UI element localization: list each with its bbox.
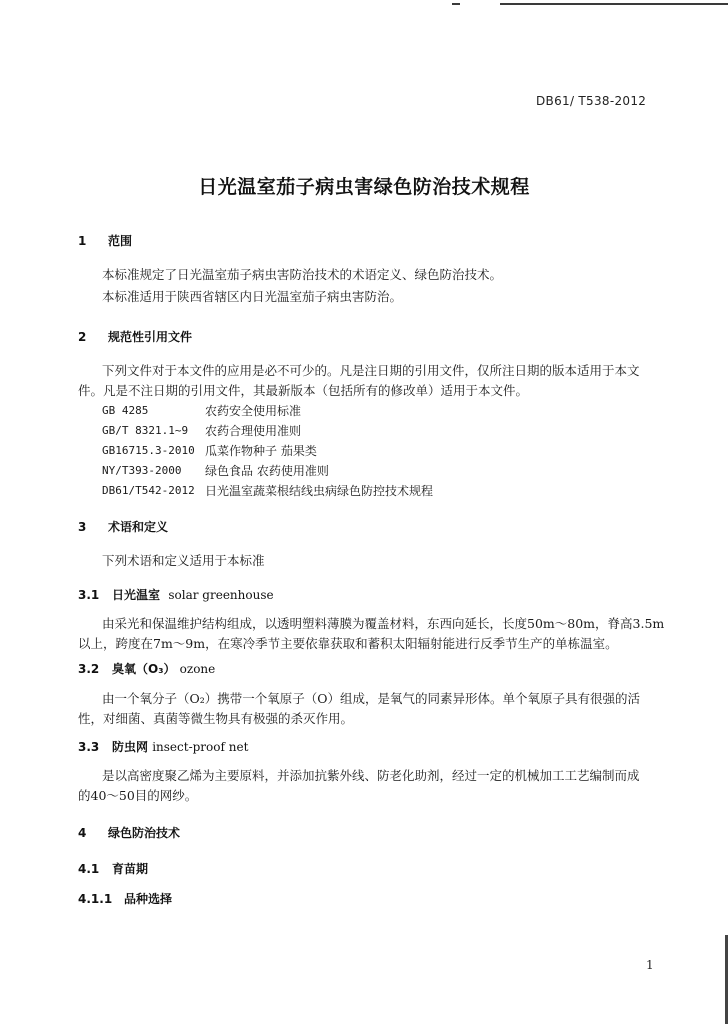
reference-code: GB 4285	[102, 404, 149, 417]
term-3-1-definition-line-1: 由采光和保温维护结构组成，以透明塑料薄膜为覆盖材料，东西向延长，长度50m～80m，脊高3.5m	[102, 616, 665, 631]
section-number: 1	[78, 234, 87, 248]
subsection-4-1-heading	[78, 860, 148, 877]
reference-name: 农药合理使用准则	[205, 424, 302, 438]
section-2-heading	[78, 328, 192, 345]
term-3-2-definition-line-2: 性，对细菌、真菌等微生物具有极强的杀灭作用。	[78, 711, 354, 726]
reference-name: 绿色食品 农药使用准则	[205, 464, 329, 478]
section-title: 术语和定义	[108, 520, 169, 534]
reference-item	[102, 401, 433, 421]
subsection-title: 育苗期	[112, 862, 149, 876]
references-intro-line-1: 下列文件对于本文件的应用是必不可少的。凡是注日期的引用文件，仅所注日期的版本适用于本文	[102, 363, 640, 378]
term-3-3-heading	[78, 738, 248, 755]
subsection-number: 4.1.1	[78, 892, 113, 906]
term-3-1-heading	[78, 586, 274, 603]
section-title: 绿色防治技术	[108, 826, 181, 840]
section-number: 3	[78, 520, 87, 534]
reference-item	[102, 421, 433, 441]
term-number: 3.1	[78, 588, 100, 602]
scope-paragraph-2: 本标准适用于陕西省辖区内日光温室茄子病虫害防治。	[102, 289, 403, 304]
subsection-number: 4.1	[78, 862, 100, 876]
term-number: 3.3	[78, 740, 100, 754]
section-number: 2	[78, 330, 87, 344]
section-3-heading	[78, 518, 168, 535]
reference-name: 农药安全使用标准	[205, 404, 302, 418]
document-title: 日光温室茄子病虫害绿色防治技术规程	[198, 176, 530, 198]
subsection-4-1-1-heading	[78, 890, 172, 907]
term-chinese: 防虫网	[112, 740, 149, 754]
reference-item	[102, 441, 433, 461]
reference-code: GB/T 8321.1~9	[102, 424, 189, 437]
scope-paragraph-1: 本标准规定了日光温室茄子病虫害防治技术的术语定义、绿色防治技术。	[102, 267, 503, 282]
subsection-title: 品种选择	[124, 892, 173, 906]
section-1-heading	[78, 232, 132, 249]
references-intro-line-2: 件。凡是不注日期的引用文件，其最新版本（包括所有的修改单）适用于本文件。	[78, 383, 529, 398]
term-english: ozone	[179, 662, 216, 676]
term-english: insect-proof net	[152, 740, 249, 754]
term-number: 3.2	[78, 662, 100, 676]
section-title: 规范性引用文件	[108, 330, 193, 344]
section-number: 4	[78, 826, 87, 840]
term-3-3-definition-line-2: 的40～50目的网纱。	[78, 788, 198, 803]
term-3-3-definition-line-1: 是以高密度聚乙烯为主要原料，并添加抗紫外线、防老化助剂，经过一定的机械加工工艺编制而成	[102, 768, 640, 783]
reference-name: 日光温室蔬菜根结线虫病绿色防控技术规程	[205, 484, 434, 498]
term-chinese: 臭氧（O₃）	[112, 662, 176, 676]
references-list	[102, 401, 433, 501]
term-chinese: 日光温室	[112, 588, 161, 602]
reference-code: NY/T393-2000	[102, 464, 182, 477]
term-english: solar greenhouse	[168, 588, 274, 602]
document-code: DB61/ T538-2012	[536, 94, 647, 108]
reference-item	[102, 461, 433, 481]
reference-code: DB61/T542-2012	[102, 484, 195, 497]
reference-code: GB16715.3-2010	[102, 444, 195, 457]
page-number: 1	[646, 958, 654, 972]
reference-item	[102, 481, 433, 501]
reference-name: 瓜菜作物种子 茄果类	[205, 444, 317, 458]
section-4-heading	[78, 824, 180, 841]
term-3-1-definition-line-2: 以上，跨度在7m～9m，在寒冷季节主要依靠获取和蓄积太阳辐射能进行反季节生产的单栋温室。	[78, 636, 618, 651]
section-title: 范围	[108, 234, 133, 248]
term-3-2-definition-line-1: 由一个氧分子（O₂）携带一个氧原子（O）组成，是氧气的同素异形体。单个氧原子具有很强的活	[102, 691, 641, 706]
terms-intro: 下列术语和定义适用于本标准	[102, 553, 265, 568]
term-3-2-heading	[78, 660, 215, 677]
scan-edge-gap	[460, 3, 500, 5]
